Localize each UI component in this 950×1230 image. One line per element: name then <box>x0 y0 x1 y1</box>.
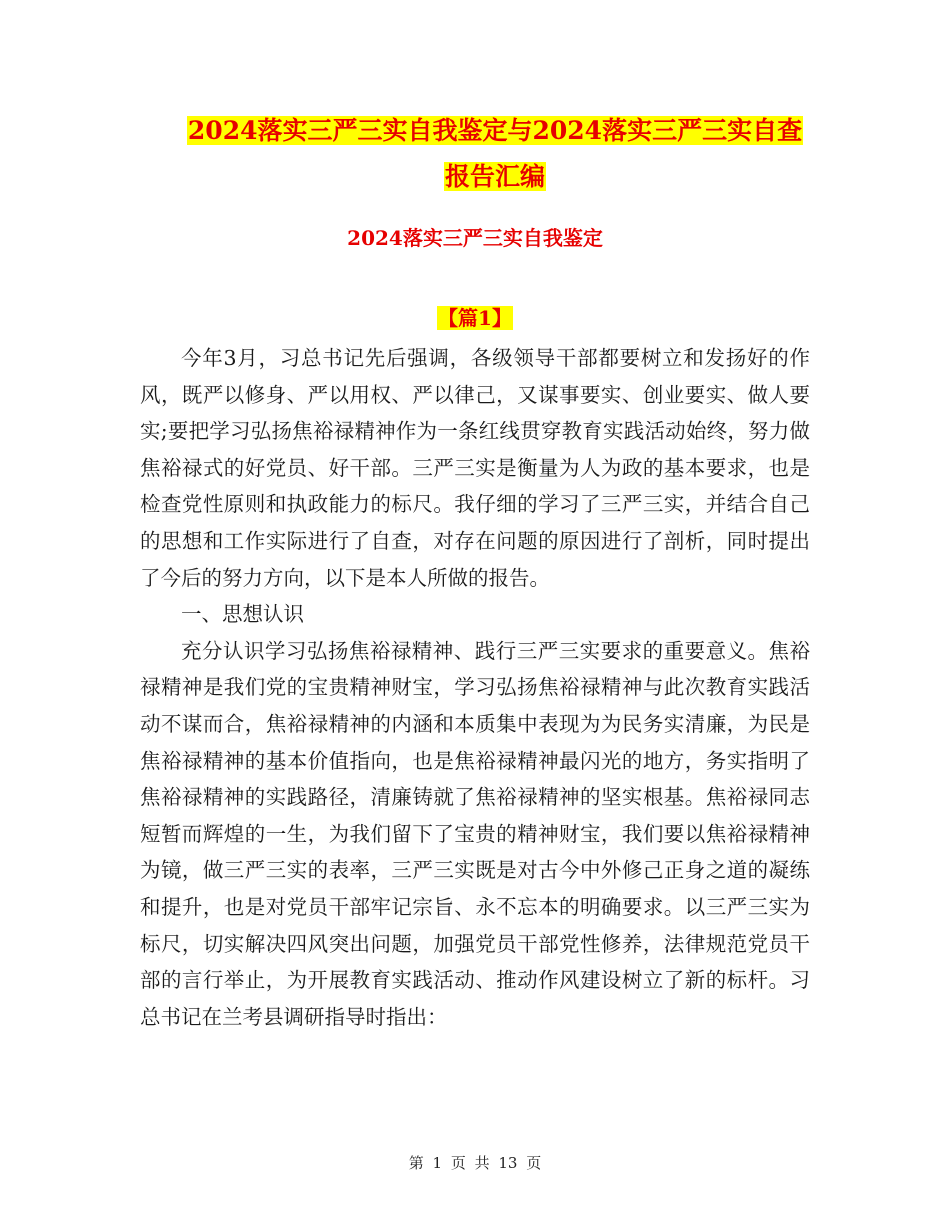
page-footer: 第 1 页 共 13 页 <box>408 1154 542 1172</box>
paragraph-intro: 今年3月，习总书记先后强调，各级领导干部都要树立和发扬好的作风，既严以修身、严以用权、严以律己，又谋事要实、创业要实、做人要实;要把学习弘扬焦裕禄精神作为一条红线贯穿教育实践活动始终，努力做焦裕禄式的好党员、好干部。三严三实是衡量为人为政的基本要求，也是检查党性原则和执政能力的标尺。我仔细的学习了三严三实，并结合自己的思想和工作实际进行了自查，对存在问题的原因进行了剖析，同时提出了今后的努力方向，以下是本人所做的报告。 <box>140 346 810 590</box>
paragraph-heading: 一、思想认识 <box>181 602 304 627</box>
title-line-1: 2024落实三严三实自我鉴定与2024落实三严三实自查 <box>187 116 803 145</box>
part-label: 【篇1】 <box>438 306 512 330</box>
title-line-2: 报告汇编 <box>444 162 545 191</box>
body-text <box>140 340 810 1035</box>
paragraph-main: 充分认识学习弘扬焦裕禄精神、践行三严三实要求的重要意义。焦裕禄精神是我们党的宝贵精神财宝，学习弘扬焦裕禄精神与此次教育实践活动不谋而合，焦裕禄精神的内涵和本质集中表现为为民务实清廉，为民是焦裕禄精神的基本价值指向，也是焦裕禄精神最闪光的地方，务实指明了焦裕禄精神的实践路径，清廉铸就了焦裕禄精神的坚实根基。焦裕禄同志短暂而辉煌的一生，为我们留下了宝贵的精神财宝，我们要以焦裕禄精神为镜，做三严三实的表率，三严三实既是对古今中外修己正身之道的凝练和提升，也是对党员干部牢记宗旨、永不忘本的明确要求。以三严三实为标尺，切实解决四风突出问题，加强党员干部党性修养，法律规范党员干部的言行举止，为开展教育实践活动、推动作风建设树立了新的标杆。习总书记在兰考县调研指导时指出： <box>140 638 810 1029</box>
section-subtitle: 2024落实三严三实自我鉴定 <box>347 226 603 250</box>
document-title <box>140 112 850 204</box>
part-label-wrapper <box>140 303 810 333</box>
